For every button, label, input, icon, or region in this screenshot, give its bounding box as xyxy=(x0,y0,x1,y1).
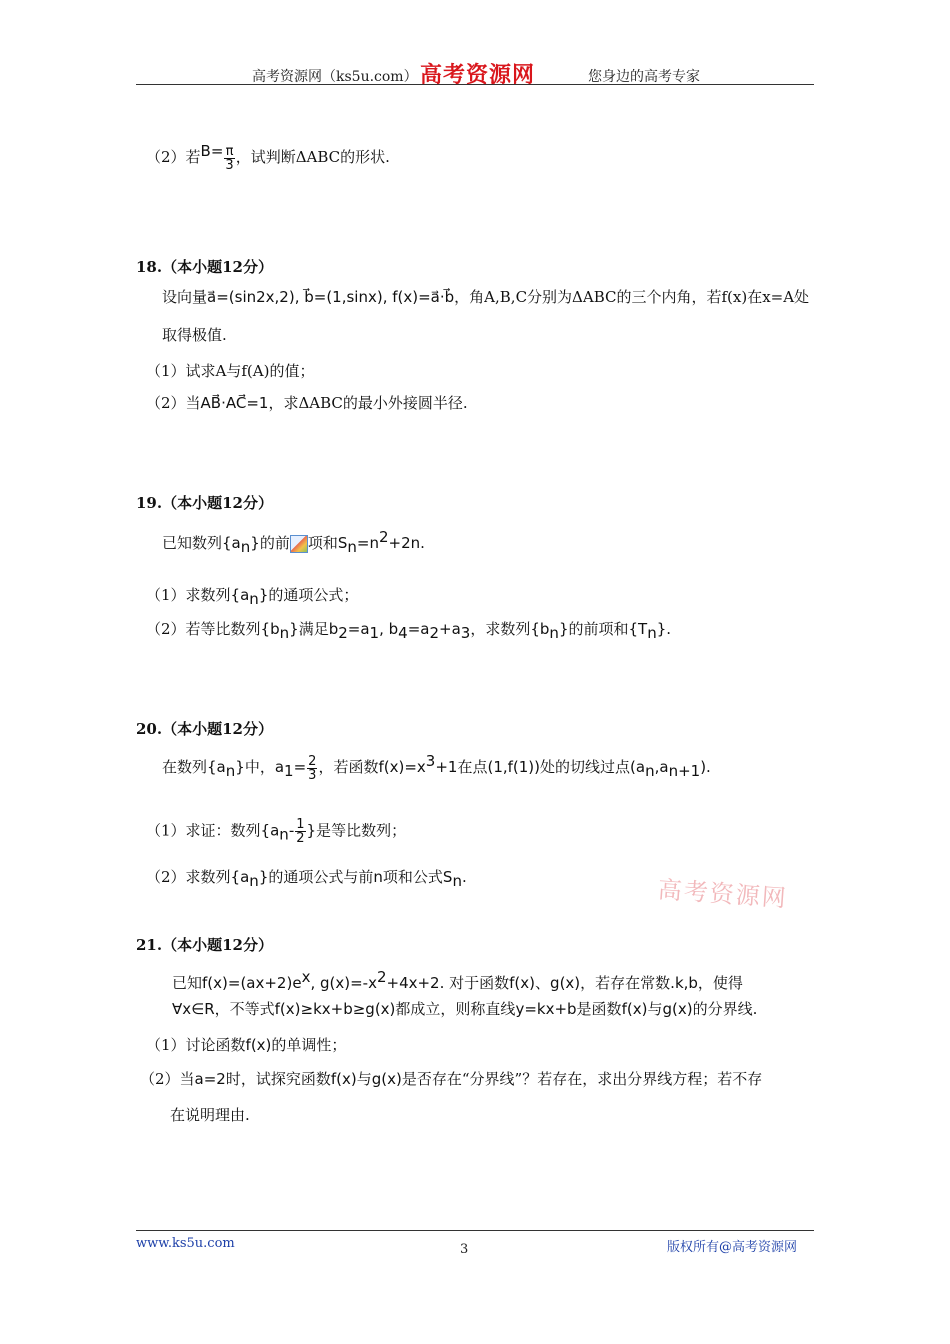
q19-p2n: +a xyxy=(439,620,461,638)
q19-part1 xyxy=(146,584,358,608)
q20-p2d: } xyxy=(258,868,269,886)
q19-p1a: （1）求数列 xyxy=(146,586,231,604)
q21-t13: ，使得 xyxy=(697,974,743,992)
q21-part2 xyxy=(140,1068,762,1089)
header-rule xyxy=(136,84,814,85)
q21-t1: 已知 xyxy=(172,974,203,992)
q20-t17: n xyxy=(645,762,655,780)
header-logo: 高考资源网 xyxy=(420,62,536,88)
q20-p2a: （2）求数列 xyxy=(146,868,231,886)
watermark: 高考资源网 xyxy=(657,875,789,913)
q19-p2g: 2 xyxy=(338,624,348,642)
q21-part2-line2: 在说明理由. xyxy=(170,1106,250,1124)
q21-u2: ，不等式 xyxy=(214,1000,275,1018)
q20-title: 20.（本小题12分） xyxy=(136,720,273,738)
q20-p2g: 项和公式 xyxy=(382,868,443,886)
q20-t11: 3 xyxy=(425,752,436,770)
q17-frac-den: 3 xyxy=(225,157,234,173)
q20-t21: . xyxy=(706,758,711,776)
q21-line2 xyxy=(172,998,757,1019)
q17-part2-prefix: （2）若 xyxy=(146,148,201,166)
q19-p2p: ，求数列 xyxy=(470,620,531,638)
q19-part2 xyxy=(146,618,671,642)
q20-p2h: S xyxy=(442,868,453,886)
q21-p2f: g(x) xyxy=(371,1070,402,1088)
q19-t12: . xyxy=(420,534,425,552)
q21-title: 21.（本小题12分） xyxy=(136,936,273,954)
q20-p2b: {a xyxy=(230,868,250,886)
q20-p2e: 的通项公式与前 xyxy=(268,868,374,886)
q17-pi-over-3 xyxy=(224,145,234,172)
q19-p2j: , b xyxy=(379,620,399,638)
q20-p1a: （1）求证：数列 xyxy=(146,821,261,840)
q20-line1 xyxy=(162,752,711,782)
q18-line2: 取得极值. xyxy=(162,326,227,344)
q19-t6: 项和 xyxy=(307,534,338,552)
q21-u9: g(x) xyxy=(662,1000,693,1018)
q20-p2j: . xyxy=(461,868,467,886)
q18-line1c: ，角A,B,C分别为ΔABC的三个内角，若f(x)在x=A处 xyxy=(454,288,810,306)
q19-t2: {a xyxy=(222,534,241,552)
q21-u10: 的分界线. xyxy=(692,1000,758,1018)
q19-p2i: 1 xyxy=(369,624,380,642)
q18-dot-product: AB⃗·AC⃗=1 xyxy=(200,394,269,412)
q19-p2e: 满足 xyxy=(298,620,329,638)
q20-t18: ,a xyxy=(654,758,669,776)
q18-part1: （1）试求A与f(A)的值； xyxy=(146,362,315,380)
q18-line1a: 设向量 xyxy=(162,288,208,306)
q18-line1 xyxy=(162,286,809,307)
q19-p2w: } xyxy=(656,620,667,638)
q20-t1: 在数列 xyxy=(162,758,208,776)
q20-t9: ，若函数 xyxy=(318,758,379,776)
q21-p1a: （1）讨论函数 xyxy=(146,1036,246,1054)
q21-u1: ∀x∈R xyxy=(172,1000,215,1018)
q20-frac-den: 3 xyxy=(308,767,317,783)
q20-t20: ) xyxy=(700,758,707,776)
broken-image-icon xyxy=(290,535,308,553)
q19-p2r: n xyxy=(549,624,559,642)
q19-t11: +2n xyxy=(388,534,421,552)
q21-p2e: 与 xyxy=(356,1070,372,1088)
q21-t2: f(x)=(ax+2)e xyxy=(202,974,302,992)
q20-p1d: - xyxy=(288,821,295,840)
q20-frac-num: 2 xyxy=(308,753,317,769)
q20-t2: {a xyxy=(207,758,226,776)
q20-t8: = xyxy=(293,758,307,776)
q21-p2d: f(x) xyxy=(330,1070,357,1088)
q19-p2v: n xyxy=(647,624,657,642)
q20-p2i: n xyxy=(452,872,462,890)
q21-t8: f(x) xyxy=(509,974,536,992)
q20-p1e: } xyxy=(306,821,317,840)
q19-p2k: 4 xyxy=(398,624,408,642)
q21-t10: g(x) xyxy=(550,974,581,992)
q20-p2c: n xyxy=(249,872,259,890)
q20-t3: n xyxy=(225,762,236,780)
q20-t14: (1,f(1)) xyxy=(487,758,541,776)
q19-t5: 的前 xyxy=(259,534,290,552)
q19-p1b: {a xyxy=(230,586,250,604)
footer-copyright: 版权所有@高考资源网 xyxy=(667,1240,798,1255)
q17-b-eq: B= xyxy=(200,142,224,160)
header-slogan: 您身边的高考专家 xyxy=(588,69,700,85)
q21-u3: f(x)≥kx+b≥g(x) xyxy=(274,1000,396,1018)
q19-p2s: } xyxy=(558,620,569,638)
q21-p1c: 的单调性； xyxy=(271,1036,347,1054)
q20-t19: n+1 xyxy=(668,762,701,780)
q19-p2f: b xyxy=(328,620,339,638)
page-number: 3 xyxy=(460,1242,469,1257)
q21-t7: . 对于函数 xyxy=(439,974,510,992)
q20-p1b: {a xyxy=(260,821,280,840)
header-site-name: 高考资源网（ks5u.com） xyxy=(252,69,418,85)
q19-p2a: （2）若等比数列 xyxy=(146,620,261,638)
q20-one-half xyxy=(295,818,305,845)
q21-t12: k,b xyxy=(674,974,698,992)
q19-p2b: {b xyxy=(260,620,280,638)
q19-t1: 已知数列 xyxy=(162,534,223,552)
q20-part1 xyxy=(146,818,406,845)
q20-t7: 1 xyxy=(284,762,294,780)
q20-part2 xyxy=(146,866,467,890)
q21-t3: x xyxy=(301,968,311,986)
q19-p2o: 3 xyxy=(460,624,471,642)
q20-p1f: 是等比数列； xyxy=(316,821,407,840)
q20-t16: (a xyxy=(630,758,646,776)
q20-p2f: n xyxy=(373,868,383,886)
q21-part1 xyxy=(146,1034,346,1055)
q21-u7: f(x) xyxy=(621,1000,648,1018)
q21-t5: 2 xyxy=(376,968,387,986)
q19-t8: n xyxy=(347,538,357,556)
q17-part2 xyxy=(146,142,390,172)
q19-line1 xyxy=(162,528,425,556)
q18-title: 18.（本小题12分） xyxy=(136,258,273,276)
q20-p1c: n xyxy=(279,825,289,844)
q21-t4: , g(x)=-x xyxy=(310,974,377,992)
q19-p1c: n xyxy=(249,590,259,608)
q20-t4: } xyxy=(235,758,245,776)
q20-t15: 处的切线过点 xyxy=(540,758,631,776)
q21-u8: 与 xyxy=(647,1000,663,1018)
q21-p2c: 时，试探究函数 xyxy=(225,1070,331,1088)
q20-t6: a xyxy=(274,758,285,776)
q19-p2m: 2 xyxy=(429,624,440,642)
q19-p2d: } xyxy=(289,620,299,638)
q21-u6: 是函数 xyxy=(576,1000,622,1018)
q20-half-num: 1 xyxy=(296,817,305,832)
q21-u4: 都成立，则称直线 xyxy=(395,1000,516,1018)
q19-p1d: } xyxy=(258,586,269,604)
q19-t7: S xyxy=(337,534,348,552)
footer-site-link[interactable]: www.ks5u.com xyxy=(136,1236,235,1251)
q21-t6: +4x+2 xyxy=(386,974,440,992)
q19-p2c: n xyxy=(279,624,290,642)
q19-p2l: =a xyxy=(407,620,430,638)
q19-t9: =n xyxy=(356,534,379,552)
q21-line1 xyxy=(172,968,743,993)
q21-p1b: f(x) xyxy=(245,1036,272,1054)
q20-t5: 中， xyxy=(244,758,275,776)
q21-t11: ，若存在常数. xyxy=(580,974,675,992)
q19-p2x: . xyxy=(666,620,672,638)
q21-p2g: 是否存在“分界线”？若存在，求出分界线方程；若不存 xyxy=(401,1070,763,1088)
q21-t9: 、 xyxy=(535,974,551,992)
q19-p2u: {T xyxy=(628,620,648,638)
q21-p2b: a=2 xyxy=(194,1070,226,1088)
q18-p2a: （2）当 xyxy=(146,394,201,412)
q18-p2c: ，求ΔABC的最小外接圆半径. xyxy=(268,394,468,412)
q19-t10: 2 xyxy=(378,528,389,546)
q18-part2 xyxy=(146,392,468,413)
q17-frac-num: π xyxy=(225,143,234,159)
q20-two-thirds xyxy=(307,755,317,782)
q20-t13: 在点 xyxy=(457,758,488,776)
q19-p2t: 的前项和 xyxy=(568,620,629,638)
q19-t4: } xyxy=(250,534,260,552)
q20-half-den: 2 xyxy=(296,831,305,846)
q20-t12: +1 xyxy=(435,758,458,776)
q19-t3: n xyxy=(240,538,251,556)
q19-p2q: {b xyxy=(530,620,550,638)
q19-p1e: 的通项公式； xyxy=(268,586,359,604)
q17-part2-suffix: ，试判断ΔABC的形状. xyxy=(235,148,390,166)
q21-p2a: （2）当 xyxy=(140,1070,195,1088)
q19-title: 19.（本小题12分） xyxy=(136,494,273,512)
footer-rule xyxy=(136,1230,814,1231)
q18-vectors: a⃗=(sin2x,2), b⃗=(1,sinx), f(x)=a⃗·b⃗ xyxy=(207,288,455,306)
q20-t10: f(x)=x xyxy=(378,758,426,776)
q19-p2h: =a xyxy=(347,620,370,638)
q21-u5: y=kx+b xyxy=(515,1000,577,1018)
